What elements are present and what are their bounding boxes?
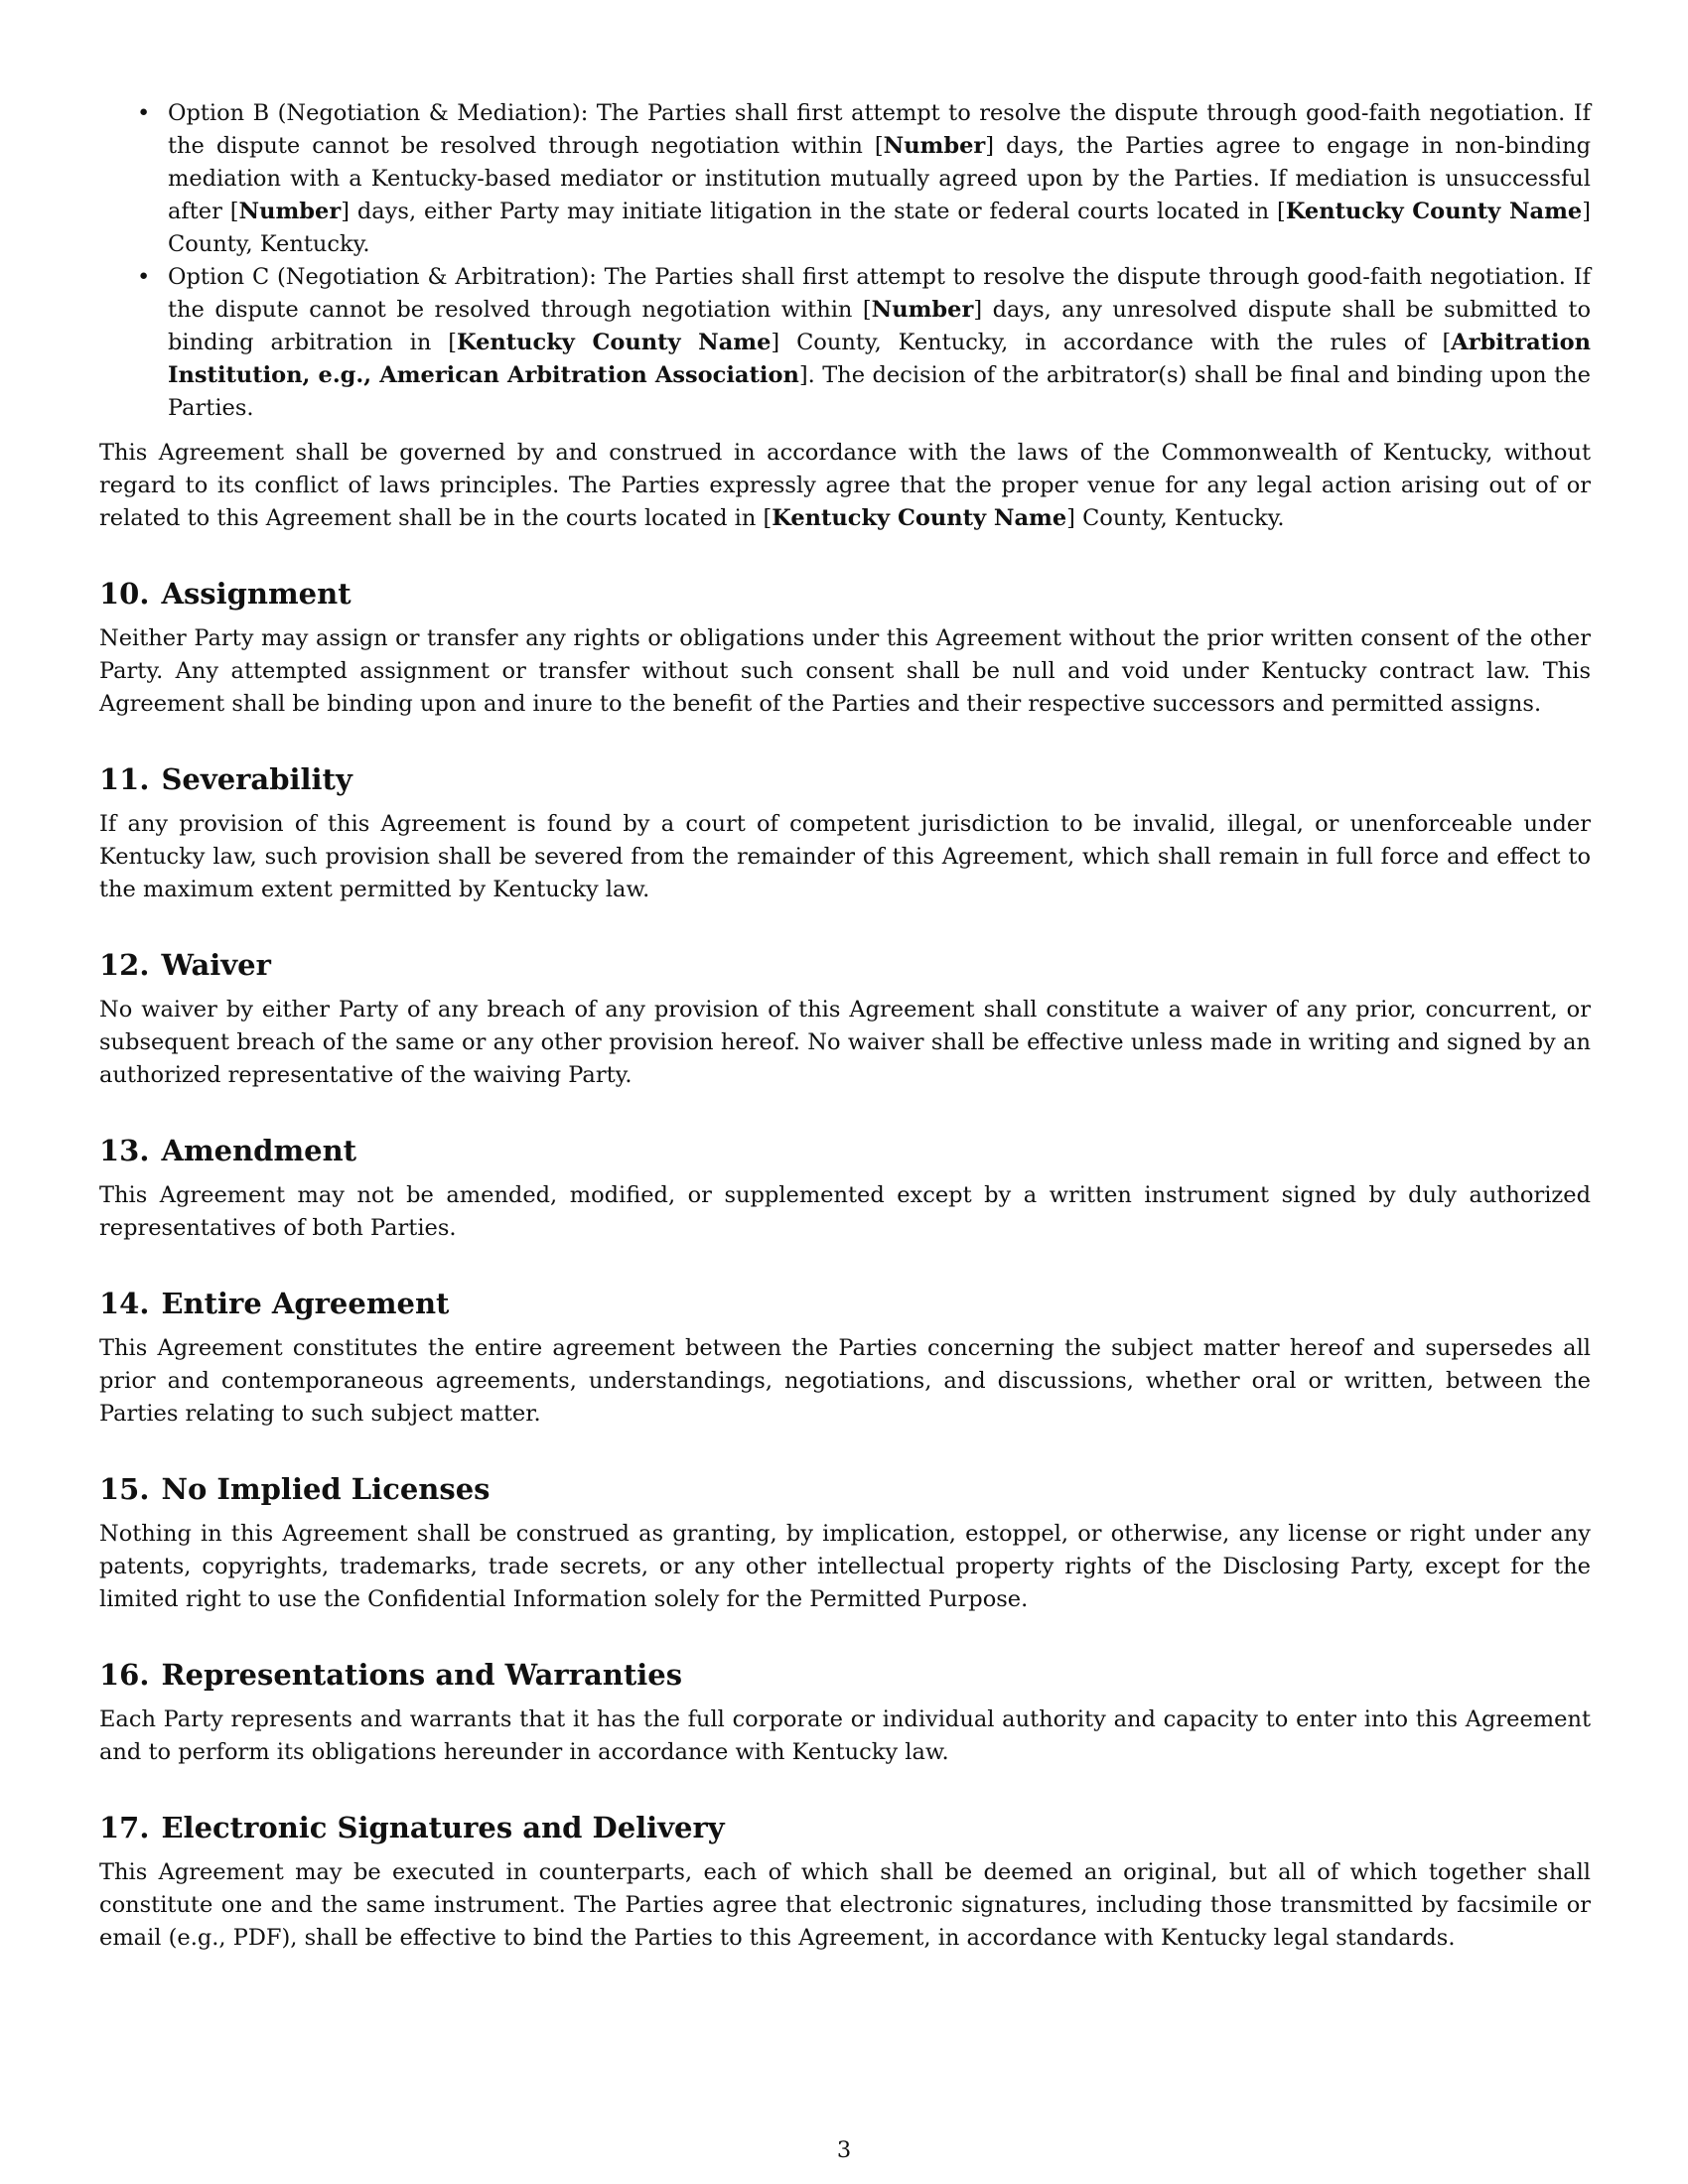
section-heading	[99, 1133, 1591, 1168]
section-number: 17.	[99, 1811, 150, 1844]
section-number: 10.	[99, 577, 150, 611]
governing-law-paragraph: This Agreement shall be governed by and construed in accordance with the laws of the Commonwealth of Kentucky, without regard to its conflict of laws principles. The Parties expressly agree that the proper venue for any legal action arising out of or related to this Agreement shall be in the courts located in [Kentucky County Name] County, Kentucky.	[99, 440, 1591, 531]
section-number: 16.	[99, 1658, 150, 1692]
section-title: Severability	[161, 762, 352, 796]
section-body: No waiver by either Party of any breach of any provision of this Agreement shall constitute a waiver of any prior, concurrent, or subsequent breach of the same or any other provision hereof. No waiver shall be effective unless made in writing and signed by an authorized representative of the waiving Party.	[99, 997, 1591, 1088]
section-number: 11.	[99, 762, 150, 796]
section-entire-agreement	[99, 1286, 1591, 1431]
document-page	[99, 97, 1591, 1955]
section-electronic-signatures	[99, 1810, 1591, 1955]
section-number: 15.	[99, 1472, 150, 1506]
section-heading	[99, 1810, 1591, 1845]
section-body: This Agreement constitutes the entire agreement between the Parties concerning the subject matter hereof and supersedes all prior and contemporaneous agreements, understandings, negotiations, and discussions, whether oral or written, between the Parties relating to such subject matter.	[99, 1335, 1591, 1427]
option-c-text: Option C (Negotiation & Arbitration): The Parties shall first attempt to resolve the dispute through good-faith negotiation. If the dispute cannot be resolved through negotiation within [Number] days, any unresolved dispute shall be submitted to binding arbitration in [Kentucky County Name] County, Kentucky, in accordance with the rules of [Arbitration Institution, e.g., American Arbitration Association]. The decision of the arbitrator(s) shall be final and binding upon the Parties.	[168, 264, 1591, 421]
section-title: Representations and Warranties	[161, 1658, 683, 1692]
section-title: Assignment	[161, 577, 352, 611]
section-waiver	[99, 947, 1591, 1092]
section-number: 12.	[99, 948, 150, 982]
section-body: Neither Party may assign or transfer any rights or obligations under this Agreement without the prior written consent of the other Party. Any attempted assignment or transfer without such consent shall be null and void under Kentucky contract law. This Agreement shall be binding upon and inure to the benefit of the Parties and their respective successors and permitted assigns.	[99, 625, 1591, 717]
section-representations-warranties	[99, 1657, 1591, 1769]
section-severability	[99, 761, 1591, 906]
section-body: This Agreement may not be amended, modified, or supplemented except by a written instrument signed by duly authorized representatives of both Parties.	[99, 1182, 1591, 1241]
section-assignment	[99, 576, 1591, 721]
bullet-icon: •	[137, 100, 151, 126]
option-c-item	[99, 261, 1591, 425]
page-number: 3	[836, 2137, 852, 2163]
section-title: Amendment	[161, 1134, 357, 1167]
section-title: Waiver	[161, 948, 271, 982]
section-title: No Implied Licenses	[161, 1472, 491, 1506]
section-heading	[99, 761, 1591, 797]
section-body: Each Party represents and warrants that it has the full corporate or individual authority and capacity to enter into this Agreement and to perform its obligations hereunder in accordance with Kentucky law.	[99, 1706, 1591, 1765]
section-heading	[99, 947, 1591, 983]
option-b-item	[99, 97, 1591, 261]
section-title: Electronic Signatures and Delivery	[161, 1811, 725, 1844]
section-heading	[99, 1471, 1591, 1507]
section-heading	[99, 1657, 1591, 1693]
section-body: This Agreement may be executed in counterparts, each of which shall be deemed an original, but all of which together shall constitute one and the same instrument. The Parties agree that electronic signatures, including those transmitted by facsimile or email (e.g., PDF), shall be effective to bind the Parties to this Agreement, in accordance with Kentucky legal standards.	[99, 1859, 1591, 1951]
section-no-implied-licenses	[99, 1471, 1591, 1616]
option-b-text: Option B (Negotiation & Mediation): The Parties shall first attempt to resolve the dispute through good-faith negotiation. If the dispute cannot be resolved through negotiation within [Number] days, the Parties agree to engage in non-binding mediation with a Kentucky-based mediator or institution mutually agreed upon by the Parties. If mediation is unsuccessful after [Number] days, either Party may initiate litigation in the state or federal courts located in [Kentucky County Name] County, Kentucky.	[168, 100, 1592, 257]
section-number: 13.	[99, 1134, 150, 1167]
bullet-icon: •	[137, 264, 151, 290]
section-heading	[99, 1286, 1591, 1321]
section-heading	[99, 576, 1591, 612]
section-amendment	[99, 1133, 1591, 1245]
section-number: 14.	[99, 1287, 150, 1320]
section-body: If any provision of this Agreement is found by a court of competent jurisdiction to be invalid, illegal, or unenforceable under Kentucky law, such provision shall be severed from the remainder of this Agreement, which shall remain in full force and effect to the maximum extent permitted by Kentucky law.	[99, 811, 1591, 902]
section-body: Nothing in this Agreement shall be construed as granting, by implication, estoppel, or otherwise, any license or right under any patents, copyrights, trademarks, trade secrets, or any other intellectual property rights of the Disclosing Party, except for the limited right to use the Confidential Information solely for the Permitted Purpose.	[99, 1521, 1591, 1612]
section-title: Entire Agreement	[161, 1287, 450, 1320]
dispute-options-list	[99, 97, 1591, 425]
